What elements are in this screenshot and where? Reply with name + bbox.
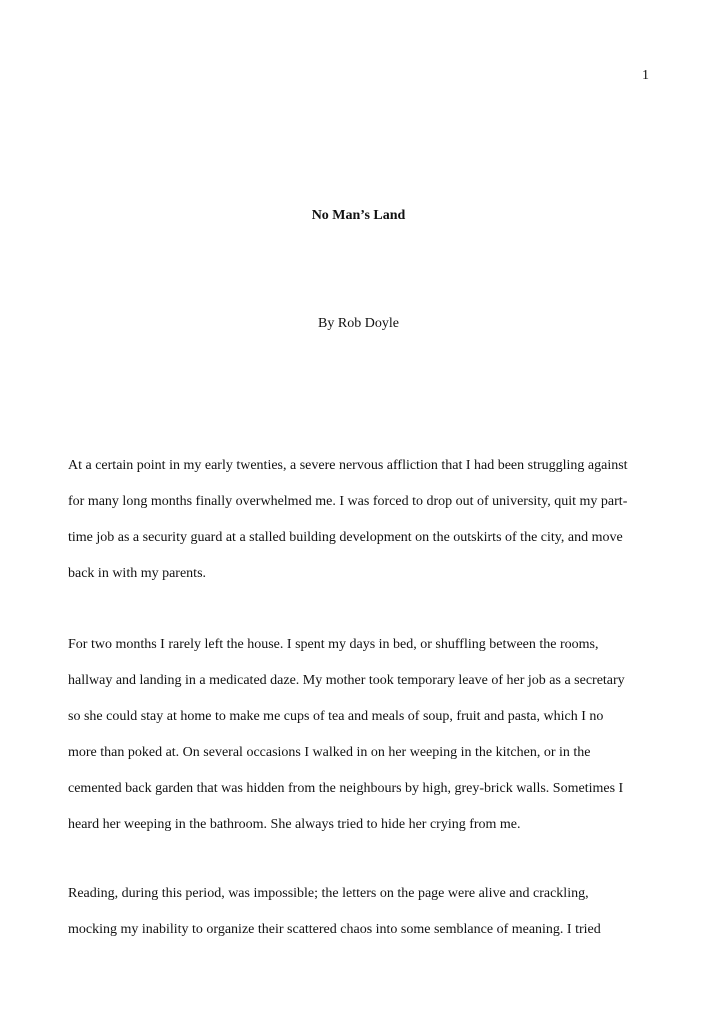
text-line: Reading, during this period, was impossible; the letters on the page were alive and crackling, xyxy=(68,886,589,901)
text-line: mocking my inability to organize their scattered chaos into some semblance of meaning. I tried xyxy=(68,922,601,937)
page-number: 1 xyxy=(642,68,649,83)
text-line: more than poked at. On several occasions I walked in on her weeping in the kitchen, or in the xyxy=(68,745,591,760)
text-line: time job as a security guard at a stalled building development on the outskirts of the city, and move xyxy=(68,530,623,545)
text-line: back in with my parents. xyxy=(68,566,207,581)
byline: By Rob Doyle xyxy=(318,316,399,331)
text-line: heard her weeping in the bathroom. She always tried to hide her crying from me. xyxy=(68,817,521,832)
text-line: so she could stay at home to make me cups of tea and meals of soup, fruit and pasta, which I no xyxy=(68,709,604,724)
text-line: for many long months finally overwhelmed me. I was forced to drop out of university, quit my part- xyxy=(68,494,628,509)
text-line: For two months I rarely left the house. I spent my days in bed, or shuffling between the rooms, xyxy=(68,637,599,652)
document-title: No Man’s Land xyxy=(311,208,406,223)
text-line: cemented back garden that was hidden from the neighbours by high, grey-brick walls. Sometimes I xyxy=(68,781,624,796)
text-line: At a certain point in my early twenties, a severe nervous affliction that I had been struggling against xyxy=(68,458,628,473)
text-line: hallway and landing in a medicated daze. My mother took temporary leave of her job as a secretary xyxy=(68,673,625,688)
